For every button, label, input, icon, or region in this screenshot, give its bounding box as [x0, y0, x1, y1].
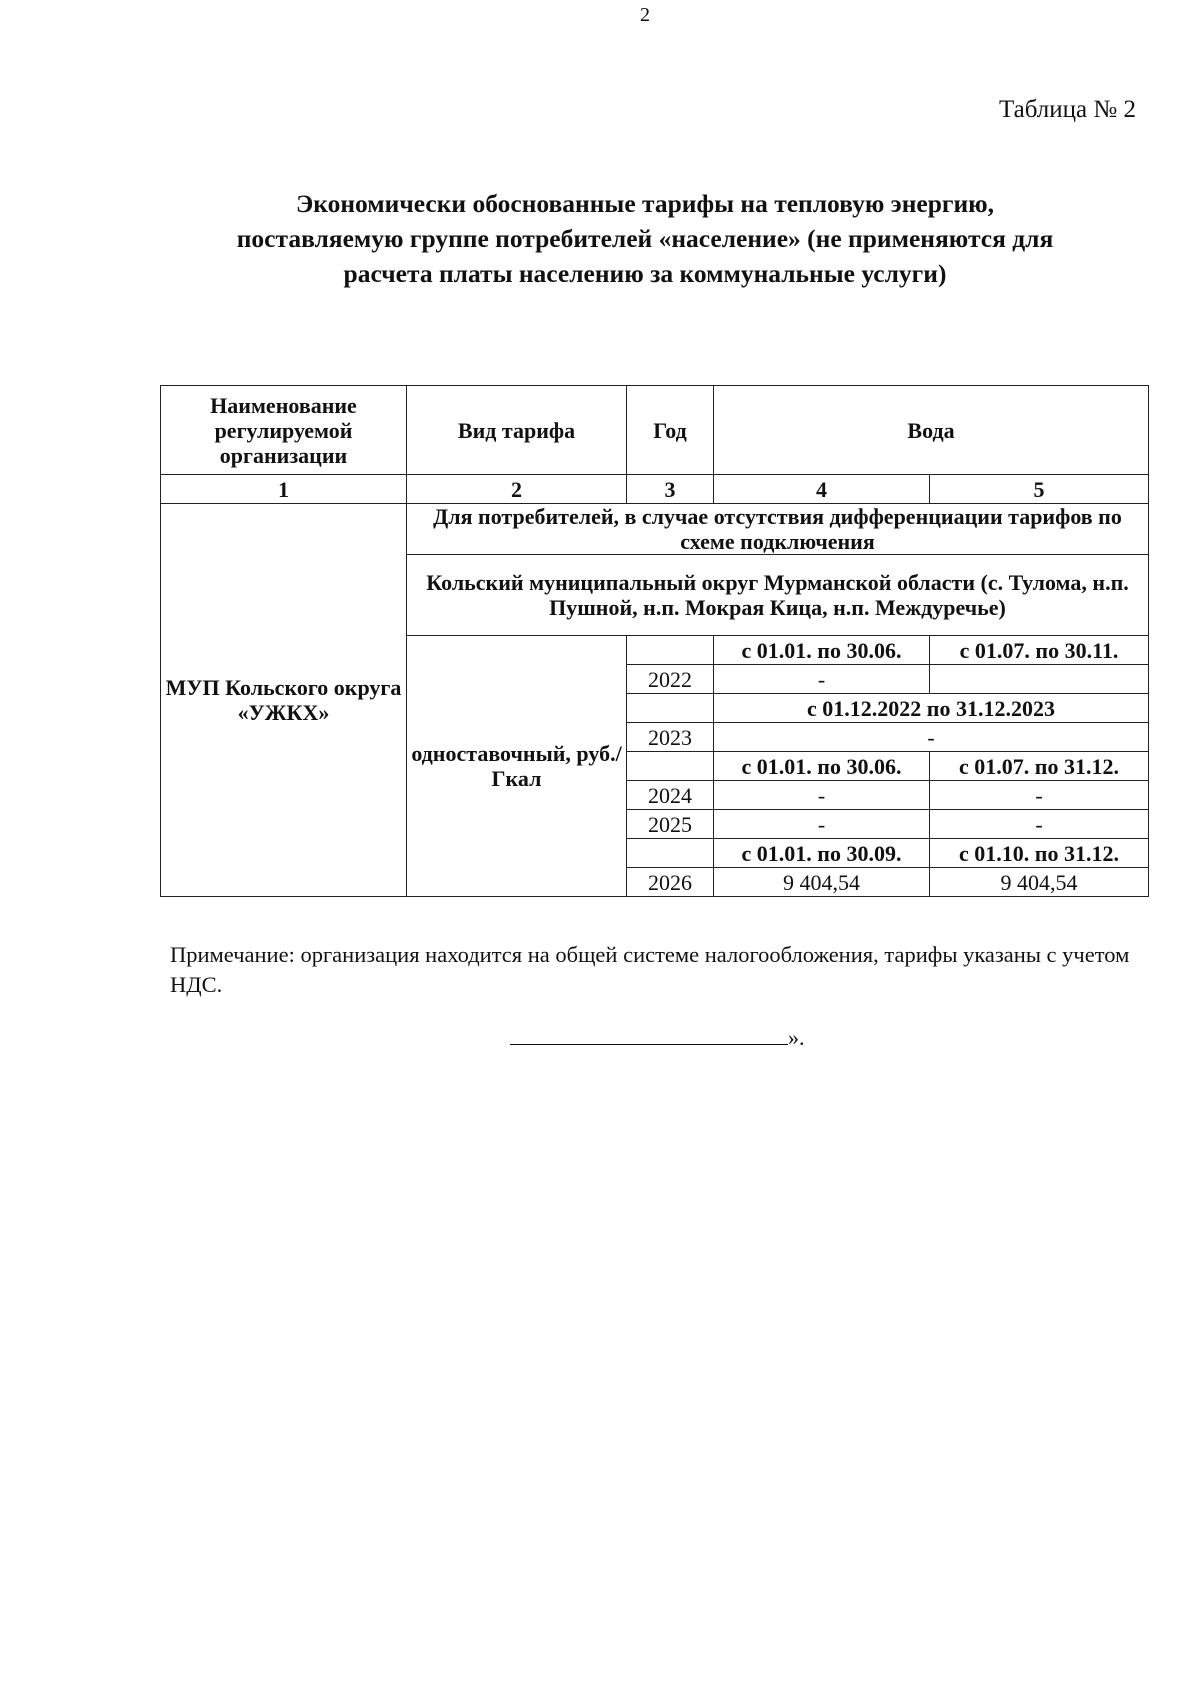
col-number-3: 3: [627, 475, 714, 504]
title-line-1: Экономически обоснованные тарифы на тепловую энергию,: [295, 189, 995, 218]
value-cell: -: [930, 810, 1149, 839]
period-cell: с 01.07. по 31.12.: [930, 752, 1149, 781]
period-cell: с 01.01. по 30.06.: [714, 636, 930, 665]
col-number-4: 4: [714, 475, 930, 504]
period-cell: с 01.07. по 30.11.: [930, 636, 1149, 665]
period-cell: с 01.01. по 30.09.: [714, 839, 930, 868]
value-cell: -: [930, 781, 1149, 810]
col-number-2: 2: [407, 475, 627, 504]
district-heading: Кольский муниципальный округ Мурманской области (с. Тулома, н.п. Пушной, н.п. Мокрая Кица, н.п. Междуречье): [407, 555, 1149, 636]
closing-quote: ».: [788, 1025, 805, 1050]
tariff-kind-cell: одноставочный, руб./Гкал: [407, 636, 627, 897]
closing-mark: [510, 1025, 805, 1051]
period-cell: с 01.01. по 30.06.: [714, 752, 930, 781]
title-line-2: поставляемую группе потребителей «население» (не применяются для: [236, 224, 1054, 253]
year-cell: [627, 694, 714, 723]
year-cell: 2026: [627, 868, 714, 897]
tariff-table: [160, 385, 1149, 897]
section-heading: Для потребителей, в случае отсутствия дифференциации тарифов по схеме подключения: [407, 504, 1149, 555]
year-cell: 2023: [627, 723, 714, 752]
page-number: 2: [640, 4, 650, 26]
header-tariff-type: Вид тарифа: [407, 386, 627, 475]
title-line-3: расчета платы населению за коммунальные услуги): [343, 259, 947, 288]
section-row: [161, 504, 1149, 555]
value-cell: 9 404,54: [714, 868, 930, 897]
organization-cell: МУП Кольского округа «УЖКХ»: [161, 504, 407, 897]
value-cell: -: [714, 810, 930, 839]
note-text: Примечание: организация находится на общей системе налогообложения, тарифы указаны с учетом НДС.: [170, 942, 1130, 997]
year-cell: 2025: [627, 810, 714, 839]
header-org: Наименование регулируемой организации: [161, 386, 407, 475]
year-cell: [627, 636, 714, 665]
col-number-5: 5: [930, 475, 1149, 504]
column-number-row: [161, 475, 1149, 504]
header-water: Вода: [714, 386, 1149, 475]
value-cell: 9 404,54: [930, 868, 1149, 897]
period-cell: с 01.10. по 31.12.: [930, 839, 1149, 868]
table-label: Таблица № 2: [998, 96, 1136, 123]
value-cell: -: [714, 723, 1149, 752]
year-cell: [627, 839, 714, 868]
year-cell: 2022: [627, 665, 714, 694]
value-cell: -: [714, 665, 930, 694]
period-cell: с 01.12.2022 по 31.12.2023: [714, 694, 1149, 723]
document-title: [120, 186, 1170, 291]
year-cell: 2024: [627, 781, 714, 810]
col-number-1: 1: [161, 475, 407, 504]
value-cell: [930, 665, 1149, 694]
value-cell: -: [714, 781, 930, 810]
header-row: [161, 386, 1149, 475]
signature-line: [510, 1026, 788, 1045]
header-year: Год: [627, 386, 714, 475]
year-cell: [627, 752, 714, 781]
